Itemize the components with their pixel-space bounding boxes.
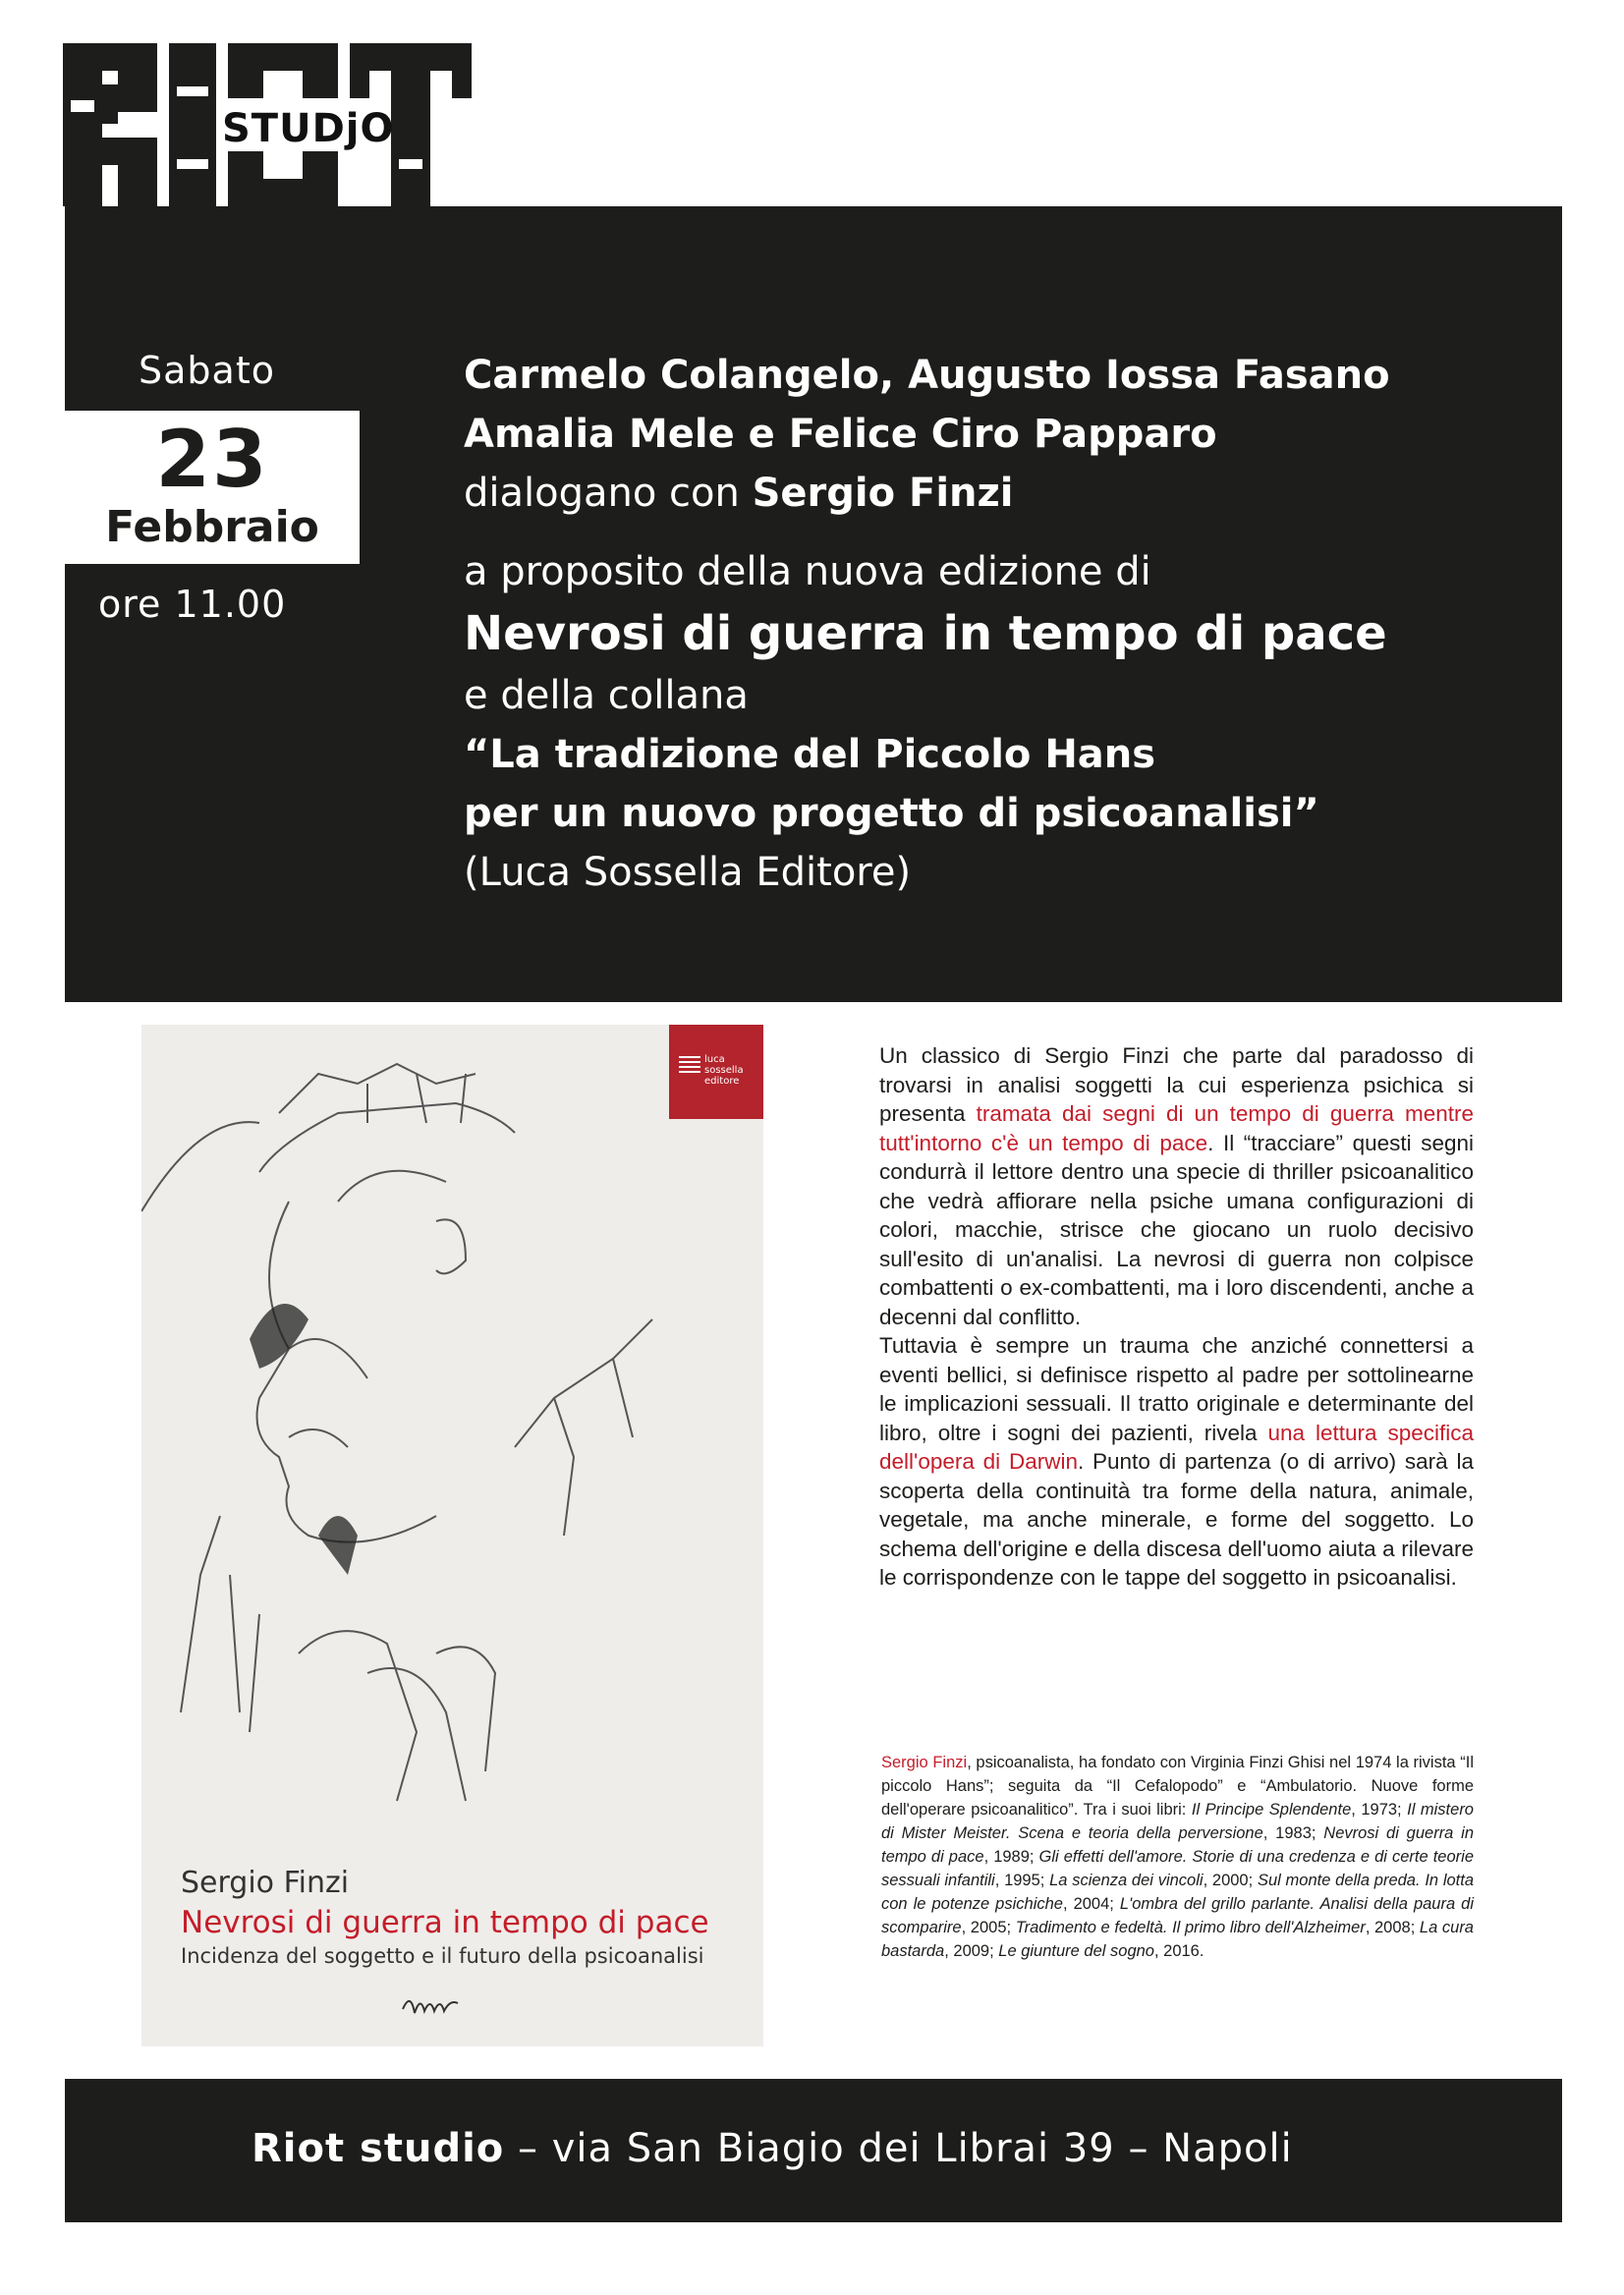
event-details xyxy=(464,346,1390,902)
description-highlight: tramata dai segni di un tempo di guerra mentre tutt'intorno c'è un tempo di pace xyxy=(879,1101,1474,1155)
event-day: Sabato xyxy=(139,349,275,392)
event-date-box xyxy=(65,411,360,564)
bio-book-title: Nevrosi di guerra in tempo di pace xyxy=(881,1824,1475,1866)
event-time: ore 11.00 xyxy=(98,583,287,626)
author-bio xyxy=(881,1751,1474,1963)
event-month: Febbraio xyxy=(105,502,319,552)
bio-book-title: Il mistero di Mister Meister. Scena e teoria della perversione xyxy=(881,1801,1474,1842)
series-title-line-2: per un nuovo progetto di psicoanalisi” xyxy=(464,791,1319,836)
publisher: (Luca Sossella Editore) xyxy=(464,850,912,895)
logo-wordmark: STUDjO xyxy=(222,106,395,151)
series-title-line-1: “La tradizione del Piccolo Hans xyxy=(464,732,1156,777)
dialogue-line xyxy=(464,464,1390,523)
bio-book-title: Tradimento e fedeltà. Il primo libro dell'Alzheimer xyxy=(1015,1919,1366,1936)
dialogue-prefix: dialogano con xyxy=(464,471,753,516)
bio-text: , 1995; xyxy=(994,1872,1050,1889)
bio-book-title: La cura bastarda xyxy=(881,1919,1474,1960)
bio-text: , 2016. xyxy=(1153,1942,1204,1960)
book-cover xyxy=(141,1025,763,2046)
venue-line xyxy=(252,2126,1293,2171)
description-text: Un classico di Sergio Finzi che parte dal paradosso di trovarsi in analisi soggetti la cui esperienza psichica si presenta xyxy=(879,1043,1474,1126)
bio-text: , 2004; xyxy=(1062,1895,1120,1913)
speakers-line-1: Carmelo Colangelo, Augusto Iossa Fasano xyxy=(464,353,1390,398)
bio-book-title: Gli effetti dell'amore. Storie di una credenza e di certe teorie sessuali infantili xyxy=(881,1848,1475,1889)
publisher-badge-line-1: luca xyxy=(704,1054,725,1065)
publisher-mark-icon xyxy=(679,1054,700,1076)
venue-name: Riot studio xyxy=(252,2126,505,2171)
description-paragraph-1 xyxy=(879,1041,1474,1331)
bio-text: , 2008; xyxy=(1365,1919,1420,1936)
event-date-number: 23 xyxy=(155,414,269,505)
venue-footer xyxy=(65,2079,1562,2222)
cover-title: Nevrosi di guerra in tempo di pace xyxy=(181,1905,709,1940)
bio-text: , 1989; xyxy=(983,1848,1039,1866)
series-intro: e della collana xyxy=(464,673,749,718)
occasion-line: a proposito della nuova edizione di xyxy=(464,549,1151,594)
bio-text: , 2005; xyxy=(961,1919,1016,1936)
bio-book-title: La scienza dei vincoli xyxy=(1049,1872,1204,1889)
dialogue-name: Sergio Finzi xyxy=(752,471,1014,516)
description-highlight: una lettura specifica dell'opera di Darwin xyxy=(879,1420,1474,1474)
signature-icon xyxy=(401,1989,460,2025)
bio-text: , 1973; xyxy=(1351,1801,1408,1819)
cover-sketch-illustration xyxy=(141,1025,763,1830)
description-text: . Punto di partenza (o di arrivo) sarà la scoperta della continuità tra forme della natura, animale, vegetale, ma anche minerale, e forme del soggetto. Lo schema dell'origine e della discesa dell'uomo aiuta a rilevare le corrispondenze con le tappe del soggetto in psicoanalisi. xyxy=(879,1449,1474,1590)
cover-author: Sergio Finzi xyxy=(181,1866,350,1900)
publisher-badge-line-2: sossella xyxy=(704,1065,744,1076)
bio-text: , 2009; xyxy=(944,1942,999,1960)
bio-text: , 2000; xyxy=(1203,1872,1258,1889)
book-description xyxy=(879,1041,1474,1593)
bio-text: , 1983; xyxy=(1262,1824,1324,1842)
publisher-badge xyxy=(669,1025,763,1119)
venue-address: – via San Biagio dei Librai 39 – Napoli xyxy=(504,2126,1293,2171)
bio-book-title: Sul monte della preda. In lotta con le potenze psichiche xyxy=(881,1872,1475,1913)
bio-book-title: Le giunture del sogno xyxy=(998,1942,1154,1960)
speakers-line-2: Amalia Mele e Felice Ciro Papparo xyxy=(464,412,1217,457)
description-paragraph-2 xyxy=(879,1331,1474,1593)
cover-subtitle: Incidenza del soggetto e il futuro della psicoanalisi xyxy=(181,1944,704,1968)
bio-book-title: L'ombra del grillo parlante. Analisi della paura di scomparire xyxy=(881,1895,1474,1936)
book-title: Nevrosi di guerra in tempo di pace xyxy=(464,606,1387,661)
description-text: . Il “tracciare” questi segni condurrà il lettore dentro una specie di thriller psicoanalitico che vedrà affiorare nella psiche umana configurazioni di colori, macchie, strisce che giocano un ruolo decisivo sull'esito di un'analisi. La nevrosi di guerra non colpisce combattenti o ex-combattenti, ma i loro discendenti, anche a decenni dal conflitto. xyxy=(879,1130,1474,1329)
bio-name: Sergio Finzi xyxy=(881,1754,968,1771)
bio-book-title: Il Principe Splendente xyxy=(1191,1801,1352,1819)
bio-text: , psicoanalista, ha fondato con Virginia Finzi Ghisi nel 1974 la rivista “Il piccolo Hans”; seguita da “Il Cefalopodo” e “Ambulatorio. Nuove forme dell'operare psicoanalitico”. Tra i suoi libri: xyxy=(881,1754,1474,1819)
description-text: Tuttavia è sempre un trauma che anziché connettersi a eventi bellici, si definisce rispetto al padre per sottolinearne le implicazioni sessuali. Il tratto originale e determinante del libro, oltre i sogni dei pazienti, rivela xyxy=(879,1333,1474,1445)
publisher-badge-line-3: editore xyxy=(704,1076,740,1087)
